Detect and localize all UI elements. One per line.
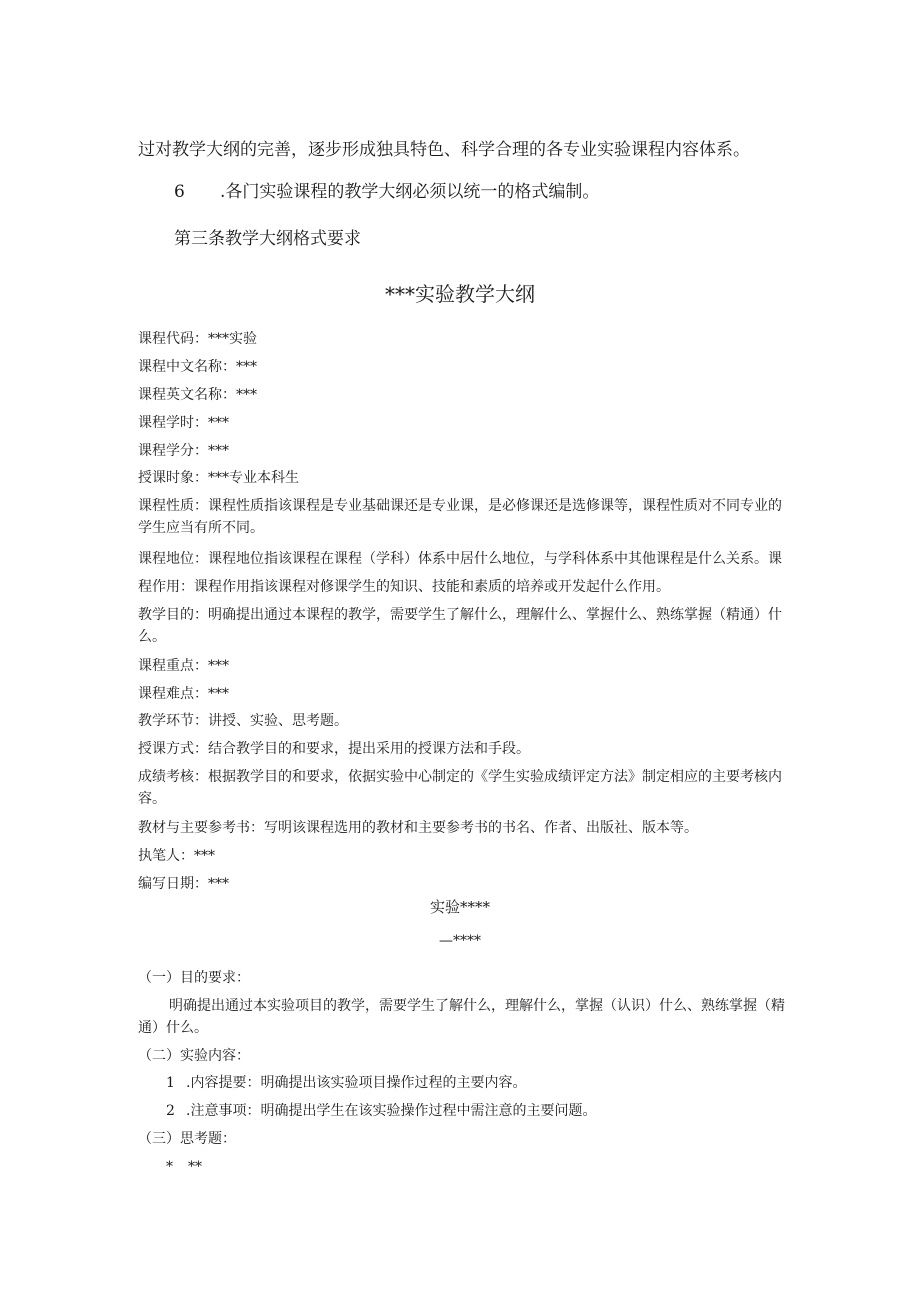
field-author: 执笔人：*** (138, 848, 215, 864)
field-cn-name: 课程中文名称：*** (138, 359, 257, 375)
field-audience: 授课时象：***专业本科生 (138, 470, 299, 486)
item-number: 1 (166, 1075, 175, 1091)
field-method: 授课方式：结合教学目的和要求，提出采用的授课方法和手段。 (138, 741, 530, 757)
section-1-heading: （一）目的要求： (138, 970, 250, 986)
field-assessment: 成绩考核：根据教学目的和要求，依据实验中心制定的《学生实验成绩评定方法》制定相应的主要考核内 (138, 769, 782, 785)
item-6 (174, 180, 599, 204)
field-position: 课程地位：课程地位指该课程在课程（学科）体系中居什么地位，与学科体系中其他课程是什么关系。课 (138, 551, 782, 567)
item-marker: * (166, 1159, 173, 1175)
item-text: ** (188, 1159, 202, 1175)
item-6-number: 6 (174, 182, 185, 202)
field-credits: 课程学分：*** (138, 443, 229, 459)
experiment-title: 实验**** (429, 898, 490, 916)
field-difficulties: 课程难点：*** (138, 686, 229, 702)
section-1-text: 明确提出通过本实验项目的教学，需要学生了解什么，理解什么，掌握（认识）什么、熟练掌握（精 (169, 998, 785, 1014)
field-en-name: 课程英文名称：*** (138, 387, 257, 403)
item-text: .注意事项：明确提出学生在该实验操作过程中需注意的主要问题。 (186, 1103, 597, 1119)
field-assessment-cont: 容。 (138, 791, 166, 807)
section-2-item-1 (166, 1073, 526, 1093)
field-course-code: 课程代码：***实验 (138, 331, 257, 347)
section-2-item-2 (166, 1101, 596, 1121)
item-6-text: .各门实验课程的教学大纲必须以统一的格式编制。 (220, 182, 600, 202)
article-3-heading: 第三条教学大纲格式要求 (174, 229, 361, 249)
section-1-text-cont: 通）什么。 (138, 1020, 208, 1036)
section-2-heading: （二）实验内容： (138, 1048, 250, 1064)
item-number: 2 (166, 1103, 175, 1119)
intro-line: 过对教学大纲的完善，逐步形成独具特色、科学合理的各专业实验课程内容体系。 (138, 140, 750, 160)
field-date: 编写日期：*** (138, 876, 229, 892)
section-3-heading: （三）思考题： (138, 1131, 236, 1147)
field-goal: 教学目的：明确提出通过本课程的教学，需要学生了解什么，理解什么、掌握什么、熟练掌握（精通）什 (138, 607, 782, 623)
field-nature: 课程性质：课程性质指该课程是专业基础课还是专业课，是必修课还是选修课等，课程性质对不同专业的 (138, 498, 782, 514)
field-hours: 课程学时：*** (138, 415, 229, 431)
doc-title: ***实验教学大纲 (385, 282, 535, 306)
field-sessions: 教学环节：讲授、实验、思考题。 (138, 713, 348, 729)
field-role: 程作用：课程作用指该课程对修课学生的知识、技能和素质的培养或开发起什么作用。 (138, 579, 670, 595)
item-text: .内容提要：明确提出该实验项目操作过程的主要内容。 (186, 1075, 527, 1091)
field-key-points: 课程重点：*** (138, 658, 229, 674)
field-nature-cont: 学生应当有所不同。 (138, 520, 264, 536)
field-goal-cont: 么。 (138, 629, 166, 645)
experiment-subtitle: —**** (439, 933, 481, 949)
field-textbooks: 教材与主要参考书：写明该课程选用的教材和主要参考书的书名、作者、出版社、版本等。 (138, 820, 698, 836)
section-3-item-1 (166, 1157, 202, 1177)
